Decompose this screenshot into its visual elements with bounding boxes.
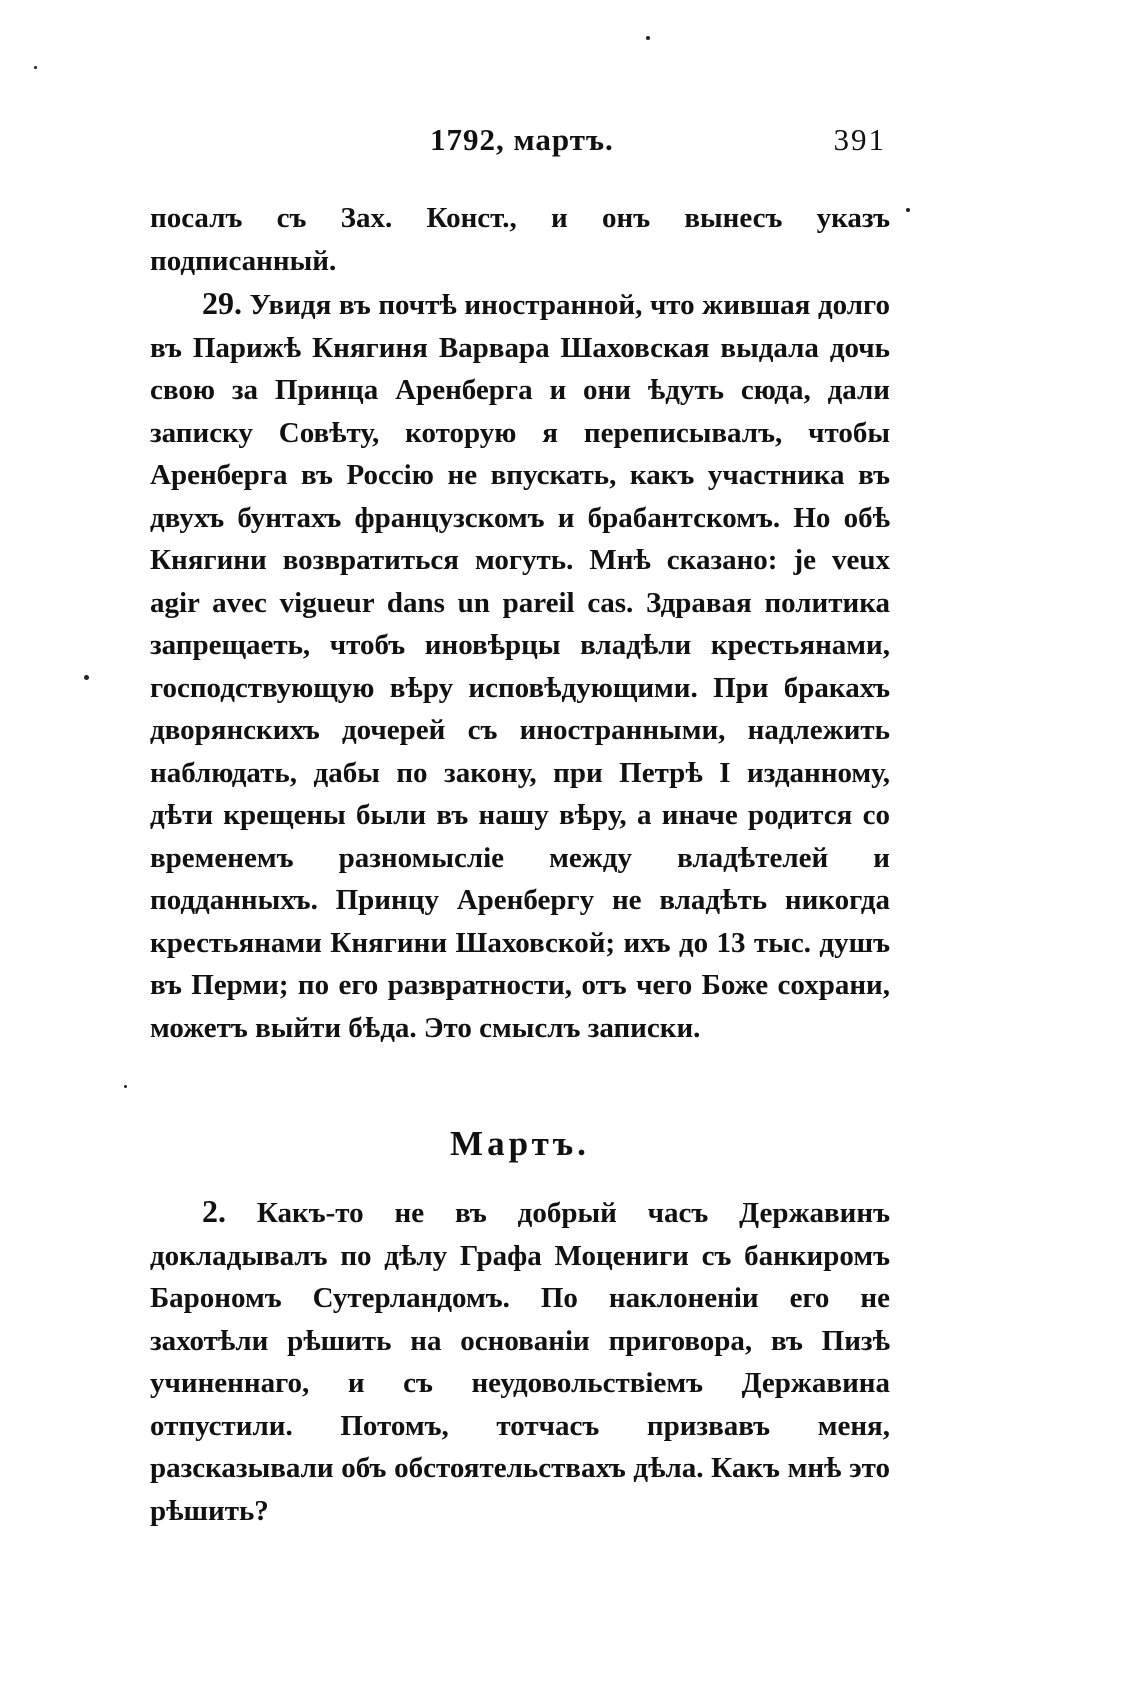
continuation-paragraph	[150, 197, 890, 282]
running-head	[150, 122, 890, 168]
scan-speck	[84, 675, 89, 680]
entry-2-paragraph	[150, 1190, 890, 1532]
entry-2	[150, 1190, 890, 1532]
scan-speck	[906, 208, 910, 212]
entry-number: 29.	[202, 285, 242, 321]
entry-number: 2.	[202, 1193, 226, 1229]
running-head-title: 1792, мартъ.	[430, 122, 614, 157]
section-heading: Мартъ.	[450, 1124, 590, 1163]
paragraph-text: посалъ съ Зах. Конст., и онъ вынесъ указъ подписанный.	[150, 202, 890, 277]
scan-speck	[124, 1085, 127, 1088]
scan-speck	[646, 36, 650, 40]
scan-speck	[34, 66, 37, 69]
entry-29-paragraph	[150, 282, 890, 1049]
page-number: 391	[833, 122, 886, 157]
entry-text: Увидя въ почтѣ иностранной, что жившая долго въ Парижѣ Княгиня Варвара Шаховская выдала дочь свою за Принца Аренберга и они ѣдуть сюда, дали записку Совѣту, которую я переписывалъ, чтобы Аренберга въ Россію не впускать, какъ участника въ двухъ бунтахъ французскомъ и брабантскомъ. Но обѣ Княгини возвратиться могуть. Мнѣ сказано: je veux agir avec vigueur dans un pareil cas. Здравая политика запрещаеть, чтобъ иновѣрцы владѣли крестьянами, господствующую вѣру исповѣдующими. При бракахъ дворянскихъ дочерей съ иностранными, надлежить наблюдать, дабы по закону, при Петрѣ I изданному, дѣти крещены были въ нашу вѣру, а иначе родится со временемъ разномысліе между владѣтелей и подданныхъ. Принцу Аренбергу не владѣть никогда крестьянами Княгини Шаховской; ихъ до 13 тыс. душъ въ Перми; по его развратности, отъ чего Боже сохрани, можетъ выйти бѣда. Это смыслъ записки.	[150, 289, 890, 1044]
entry-29	[150, 282, 890, 1049]
entry-text: Какъ-то не въ добрый часъ Державинъ докладывалъ по дѣлу Графа Моцениги съ банкиромъ Барономъ Сутерландомъ. По наклоненіи его не захотѣли рѣшить на основаніи приговора, въ Пизѣ учиненнаго, и съ неудовольствіемъ Державина отпустили. Потомъ, тотчасъ призвавъ меня, разсказывали объ обстоятельствахъ дѣла. Какъ мнѣ это рѣшить?	[150, 1197, 890, 1527]
